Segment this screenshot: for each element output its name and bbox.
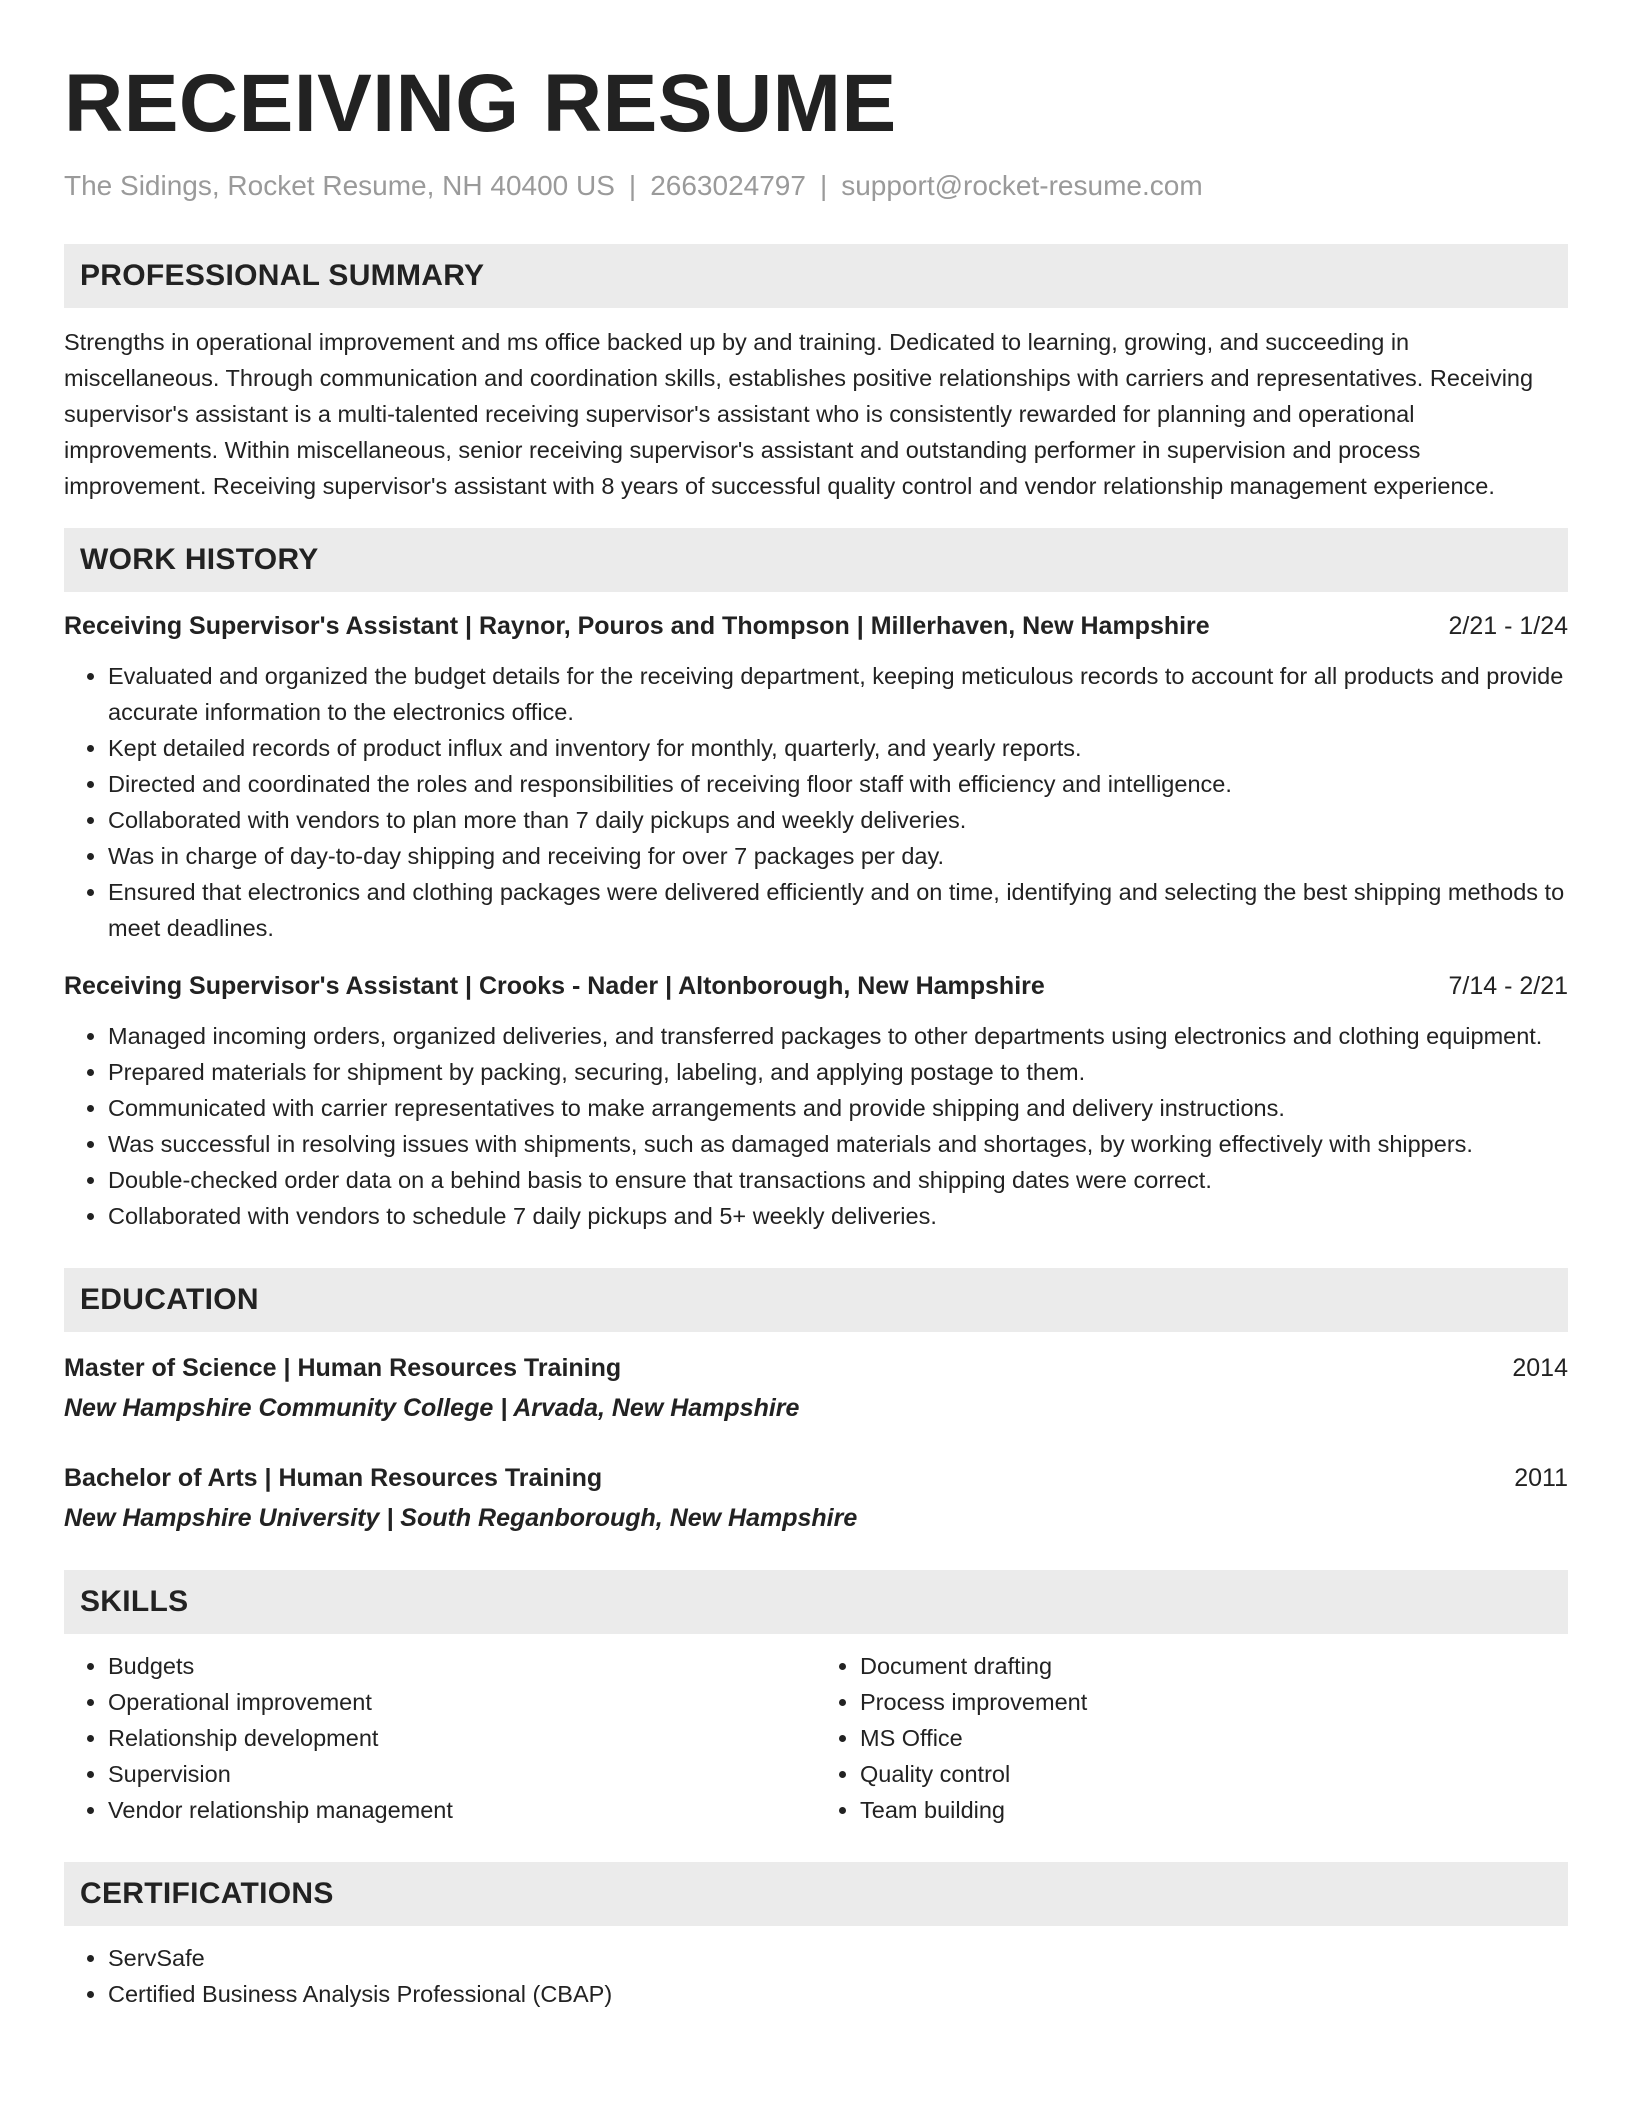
skill-item: • Vendor relationship management [108,1792,816,1828]
section-header-summary: PROFESSIONAL SUMMARY [64,244,1568,308]
job-bullets [64,1018,1568,1234]
skills-grid [64,1648,1568,1828]
section-header-skills: SKILLS [64,1570,1568,1634]
job-bullet: • Directed and coordinated the roles and responsibilities of receiving floor staff with efficiency and intelligence. [108,766,1568,802]
contact-separator: | [819,170,828,201]
resume-name: RECEIVING RESUME [64,58,897,149]
contact-separator: | [628,170,637,201]
job-header [64,608,1568,644]
job-bullet: • Prepared materials for shipment by packing, securing, labeling, and applying postage to them. [108,1054,1568,1090]
job-dates: 2/21 - 1/24 [1448,612,1568,640]
job-dates: 7/14 - 2/21 [1448,972,1568,1000]
job-title: Receiving Supervisor's Assistant | Crooks - Nader | Altonborough, New Hampshire [64,972,1045,1000]
job-entry [64,608,1568,946]
education-entry [64,1348,1568,1428]
education-degree: Master of Science | Human Resources Training [64,1354,622,1382]
job-bullet: • Was successful in resolving issues with shipments, such as damaged materials and shortages, by working effectively with shippers. [108,1126,1568,1162]
skills-column-right [816,1648,1568,1828]
job-bullet: • Evaluated and organized the budget details for the receiving department, keeping meticulous records to account for all products and provide accurate information to the electronics office. [108,658,1568,730]
summary-text: Strengths in operational improvement and ms office backed up by and training. Dedicated to learning, growing, and succeeding in miscellaneous. Through communication and coordination skills, establishes positive relationships with carriers and representatives. Receiving supervisor's assistant is a multi-talented receiving supervisor's assistant who is consistently rewarded for planning and operational improvements. Within miscellaneous, senior receiving supervisor's assistant and outstanding performer in supervision and process improvement. Receiving supervisor's assistant with 8 years of successful quality control and vendor relationship management experience. [64,329,1534,499]
section-header-work-history: WORK HISTORY [64,528,1568,592]
section-header-certifications: CERTIFICATIONS [64,1862,1568,1926]
skill-item: • Team building [860,1792,1568,1828]
job-entry [64,968,1568,1234]
education-year: 2014 [1512,1354,1568,1382]
education-header [64,1458,1568,1498]
job-bullet: • Kept detailed records of product influx and inventory for monthly, quarterly, and yearly reports. [108,730,1568,766]
job-bullet: • Communicated with carrier representatives to make arrangements and provide shipping and delivery instructions. [108,1090,1568,1126]
skill-item: • Supervision [108,1756,816,1792]
contact-phone: 2663024797 [650,170,806,201]
certification-item: • ServSafe [108,1940,1568,1976]
job-header [64,968,1568,1004]
education-header [64,1348,1568,1388]
skills-column-left [64,1648,816,1828]
skill-item: • MS Office [860,1720,1568,1756]
skill-item: • Operational improvement [108,1684,816,1720]
skill-item: • Document drafting [860,1648,1568,1684]
skill-item: • Budgets [108,1648,816,1684]
education-year: 2011 [1514,1464,1568,1492]
education-degree: Bachelor of Arts | Human Resources Training [64,1464,603,1492]
job-bullet: • Double-checked order data on a behind basis to ensure that transactions and shipping dates were correct. [108,1162,1568,1198]
job-bullets [64,658,1568,946]
contact-address: The Sidings, Rocket Resume, NH 40400 US [64,170,615,201]
job-bullet: • Collaborated with vendors to plan more than 7 daily pickups and weekly deliveries. [108,802,1568,838]
section-header-education: EDUCATION [64,1268,1568,1332]
skill-item: • Relationship development [108,1720,816,1756]
certifications-list [64,1940,1568,2012]
job-bullet: • Was in charge of day-to-day shipping and receiving for over 7 packages per day. [108,838,1568,874]
education-school: New Hampshire University | South Reganborough, New Hampshire [64,1504,858,1532]
contact-line [64,166,1568,206]
job-bullet: • Collaborated with vendors to schedule 7 daily pickups and 5+ weekly deliveries. [108,1198,1568,1234]
job-title: Receiving Supervisor's Assistant | Raynor, Pouros and Thompson | Millerhaven, New Hampshire [64,612,1210,640]
skill-item: • Quality control [860,1756,1568,1792]
job-bullet: • Managed incoming orders, organized deliveries, and transferred packages to other departments using electronics and clothing equipment. [108,1018,1568,1054]
education-entry [64,1458,1568,1538]
education-school: New Hampshire Community College | Arvada, New Hampshire [64,1394,800,1422]
job-bullet: • Ensured that electronics and clothing packages were delivered efficiently and on time, identifying and selecting the best shipping methods to meet deadlines. [108,874,1568,946]
contact-email: support@rocket-resume.com [841,170,1203,201]
skill-item: • Process improvement [860,1684,1568,1720]
certification-item: • Certified Business Analysis Professional (CBAP) [108,1976,1568,2012]
